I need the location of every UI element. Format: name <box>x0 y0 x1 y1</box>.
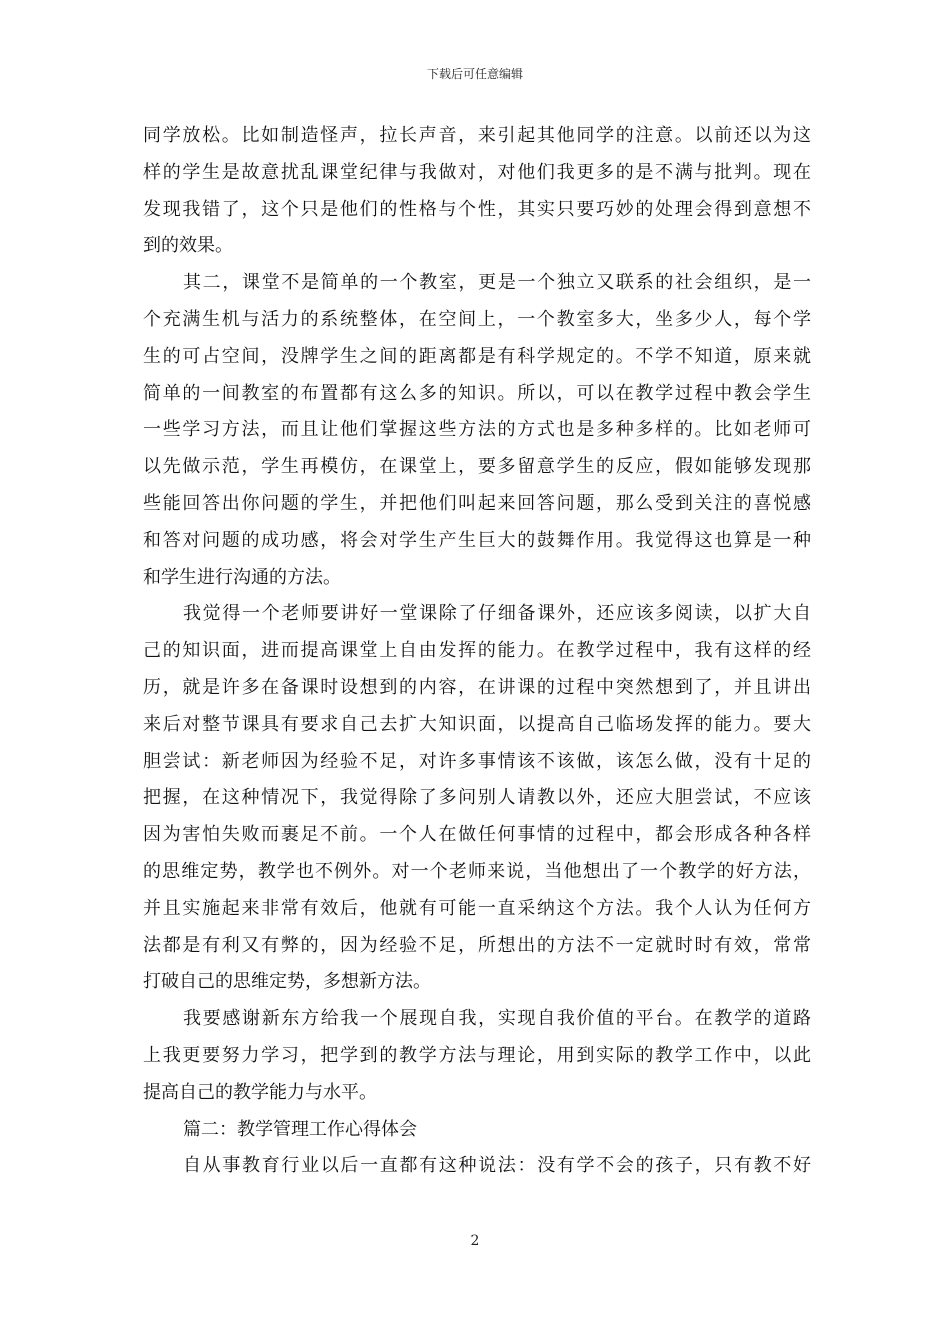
text-line: 其二，课堂不是简单的一个教室，更是一个独立又联系的社会组织，是一 <box>183 272 811 294</box>
page-number: 2 <box>470 1233 480 1249</box>
text-line: 的思维定势，教学也不例外。对一个老师来说，当他想出了一个教学的好方法， <box>143 860 811 882</box>
text-line: 我觉得一个老师要讲好一堂课除了仔细备课外，还应该多阅读，以扩大自 <box>183 603 811 625</box>
text-line: 发现我错了，这个只是他们的性格与个性，其实只要巧妙的处理会得到意想不 <box>143 198 811 220</box>
document-body <box>143 118 811 1185</box>
text-line: 以先做示范，学生再模仿，在课堂上，要多留意学生的反应，假如能够发现那 <box>143 456 811 478</box>
text-line: 法都是有利又有弊的，因为经验不足，所想出的方法不一定就时时有效，常常 <box>143 934 811 956</box>
text-line: 我要感谢新东方给我一个展现自我，实现自我价值的平台。在教学的道路 <box>183 1008 811 1030</box>
text-line: 因为害怕失败而裹足不前。一个人在做任何事情的过程中，都会形成各种各样 <box>143 824 811 846</box>
text-line: 己的知识面，进而提高课堂上自由发挥的能力。在教学过程中，我有这样的经 <box>143 640 811 662</box>
text-line: 和学生进行沟通的方法。 <box>143 566 341 588</box>
text-line: 打破自己的思维定势，多想新方法。 <box>143 971 431 993</box>
text-line: 并且实施起来非常有效后，他就有可能一直采纳这个方法。我个人认为任何方 <box>143 897 811 919</box>
text-line: 胆尝试：新老师因为经验不足，对许多事情该不该做，该怎么做，没有十足的 <box>143 750 811 772</box>
text-line: 把握，在这种情况下，我觉得除了多问别人请教以外，还应大胆尝试，不应该 <box>143 787 811 809</box>
text-line: 同学放松。比如制造怪声，拉长声音，来引起其他同学的注意。以前还以为这 <box>143 125 811 146</box>
text-line: 些能回答出你问题的学生，并把他们叫起来回答问题，那么受到关注的喜悦感 <box>143 492 811 514</box>
text-line: 上我更要努力学习，把学到的教学方法与理论，用到实际的教学工作中，以此 <box>143 1044 811 1066</box>
text-line: 简单的一间教室的布置都有这么多的知识。所以，可以在教学过程中教会学生 <box>143 382 811 404</box>
page-header: 下载后可任意编辑 <box>426 67 523 81</box>
text-line: 到的效果。 <box>143 235 233 257</box>
text-line: 样的学生是故意扰乱课堂纪律与我做对，对他们我更多的是不满与批判。现在 <box>143 161 811 183</box>
text-line: 历，就是许多在备课时设想到的内容，在讲课的过程中突然想到了，并且讲出 <box>143 676 811 698</box>
text-line: 个充满生机与活力的系统整体，在空间上，一个教室多大，坐多少人，每个学 <box>143 308 811 330</box>
section-heading: 篇二：教学管理工作心得体会 <box>183 1118 417 1140</box>
text-line: 一些学习方法，而且让他们掌握这些方法的方式也是多种多样的。比如老师可 <box>143 419 811 441</box>
text-line: 提高自己的教学能力与水平。 <box>143 1081 377 1103</box>
text-line: 和答对问题的成功感，将会对学生产生巨大的鼓舞作用。我觉得这也算是一种 <box>143 529 811 551</box>
text-line: 来后对整节课具有要求自己去扩大知识面，以提高自己临场发挥的能力。要大 <box>143 713 811 735</box>
text-line: 自从事教育行业以后一直都有这种说法：没有学不会的孩子，只有教不好 <box>183 1155 811 1177</box>
text-line: 生的可占空间，没牌学生之间的距离都是有科学规定的。不学不知道，原来就 <box>143 345 811 367</box>
